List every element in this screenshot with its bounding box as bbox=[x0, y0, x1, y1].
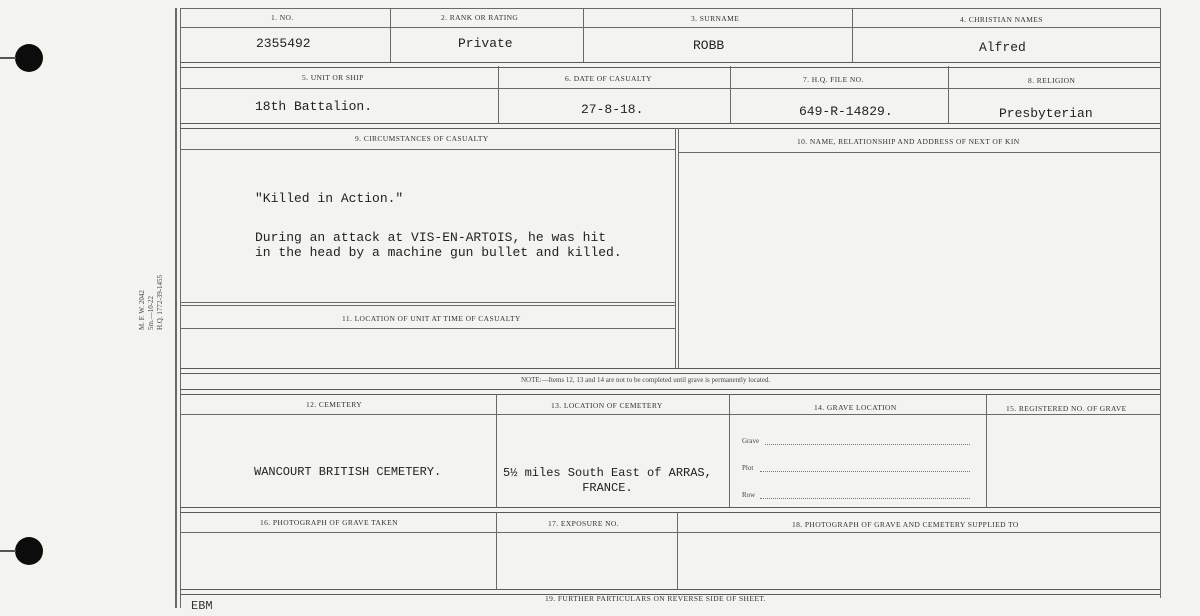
row2-divider-2 bbox=[730, 66, 731, 123]
row-field-label: Row bbox=[742, 491, 756, 499]
unit-value: 18th Battalion. bbox=[255, 99, 373, 114]
row1-top-rule bbox=[180, 8, 1160, 9]
unit-label: 5. UNIT OR SHIP bbox=[302, 73, 364, 82]
photo-divider-1 bbox=[496, 512, 497, 590]
cemetery-divider-3 bbox=[986, 394, 987, 507]
row1-label-rule bbox=[180, 27, 1160, 28]
rank-value: Private bbox=[458, 36, 513, 51]
hq-file-value: 649-R-14829. bbox=[799, 104, 893, 119]
row2-bottom-rule bbox=[180, 123, 1160, 129]
row2-divider-3 bbox=[948, 66, 949, 123]
photo-supplied-label: 18. PHOTOGRAPH OF GRAVE AND CEMETERY SUPPLIED TO bbox=[792, 520, 1019, 529]
photo-taken-label: 16. PHOTOGRAPH OF GRAVE TAKEN bbox=[260, 518, 398, 527]
cemetery-bottom-rule bbox=[180, 507, 1160, 513]
note-top-rule bbox=[180, 368, 1160, 374]
row1-divider-3 bbox=[852, 8, 853, 62]
christian-names-label: 4. CHRISTIAN NAMES bbox=[960, 15, 1043, 24]
next-of-kin-label: 10. NAME, RELATIONSHIP AND ADDRESS OF NEXT OF KIN bbox=[797, 137, 1020, 146]
row2-divider-1 bbox=[498, 66, 499, 123]
circumstances-label-rule bbox=[180, 149, 675, 150]
clerk-initials: EBM bbox=[191, 599, 213, 613]
row3-divider-inner bbox=[678, 128, 679, 369]
registered-no-label: 15. REGISTERED NO. OF GRAVE bbox=[1006, 404, 1127, 413]
cemetery-location-label: 13. LOCATION OF CEMETERY bbox=[551, 401, 663, 410]
cemetery-label: 12. CEMETERY bbox=[306, 400, 363, 409]
circumstances-details: During an attack at VIS-EN-ARTOIS, he was hit in the head by a machine gun bullet and killed. bbox=[255, 230, 622, 260]
christian-names-value: Alfred bbox=[979, 40, 1026, 55]
row1-divider-1 bbox=[390, 8, 391, 62]
location-unit-label: 11. LOCATION OF UNIT AT TIME OF CASUALTY bbox=[342, 314, 521, 323]
next-of-kin-label-rule bbox=[678, 152, 1160, 153]
card-border-right bbox=[1160, 8, 1161, 598]
note-text: NOTE:—Items 12, 13 and 14 are not to be completed until grave is permanently located. bbox=[521, 376, 771, 384]
hole-notch-bottom bbox=[0, 550, 16, 552]
form-print-code bbox=[138, 275, 165, 330]
location-unit-label-rule bbox=[180, 328, 675, 329]
punch-hole-top bbox=[15, 44, 43, 72]
cemetery-location-value: 5½ miles South East of ARRAS, FRANCE. bbox=[503, 466, 712, 495]
date-of-casualty-value: 27-8-18. bbox=[581, 102, 644, 117]
row3-divider-outer bbox=[675, 128, 676, 369]
religion-label: 8. RELIGION bbox=[1028, 76, 1076, 85]
circumstances-status: "Killed in Action." bbox=[255, 191, 404, 206]
row2-label-rule bbox=[180, 88, 1160, 89]
card-border-left bbox=[175, 8, 177, 608]
hole-notch-top bbox=[0, 57, 16, 59]
exposure-label: 17. EXPOSURE NO. bbox=[548, 519, 619, 528]
grave-field-line bbox=[765, 444, 970, 445]
cemetery-divider-2 bbox=[729, 394, 730, 507]
surname-value: ROBB bbox=[693, 38, 725, 53]
photo-label-rule bbox=[180, 532, 1160, 533]
form-code-line-1: M. F. W. 2042 bbox=[138, 290, 146, 330]
form-code-line-3: H.Q. 1772-39-1455 bbox=[156, 274, 164, 330]
plot-field-line bbox=[760, 471, 970, 472]
row1-divider-2 bbox=[583, 8, 584, 62]
hq-file-label: 7. H.Q. FILE NO. bbox=[803, 75, 864, 84]
surname-label: 3. SURNAME bbox=[691, 14, 740, 23]
punch-hole-bottom bbox=[15, 537, 43, 565]
plot-field-label: Plot bbox=[742, 464, 754, 472]
photo-divider-2 bbox=[677, 512, 678, 590]
row1-bottom-rule bbox=[180, 62, 1160, 68]
service-number: 2355492 bbox=[256, 36, 311, 51]
location-unit-top-rule-2 bbox=[180, 305, 675, 306]
form-code-line-2: 5m.—10-22 bbox=[147, 295, 155, 330]
further-particulars-label: 19. FURTHER PARTICULARS ON REVERSE SIDE OF SHEET. bbox=[545, 594, 767, 603]
no-label: 1. NO. bbox=[271, 13, 294, 22]
date-of-casualty-label: 6. DATE OF CASUALTY bbox=[565, 74, 652, 83]
cemetery-divider-1 bbox=[496, 394, 497, 507]
location-unit-top-rule bbox=[180, 302, 675, 303]
card-border-left-inner bbox=[180, 8, 181, 608]
cemetery-value: WANCOURT BRITISH CEMETERY. bbox=[254, 465, 442, 479]
row-field-line bbox=[760, 498, 970, 499]
grave-location-label: 14. GRAVE LOCATION bbox=[814, 403, 897, 412]
grave-field-label: Grave bbox=[742, 437, 760, 445]
circumstances-label: 9. CIRCUMSTANCES OF CASUALTY bbox=[355, 134, 489, 143]
religion-value: Presbyterian bbox=[999, 106, 1093, 121]
rank-label: 2. RANK OR RATING bbox=[441, 13, 519, 22]
cemetery-label-rule bbox=[180, 414, 1160, 415]
note-bottom-rule bbox=[180, 389, 1160, 395]
